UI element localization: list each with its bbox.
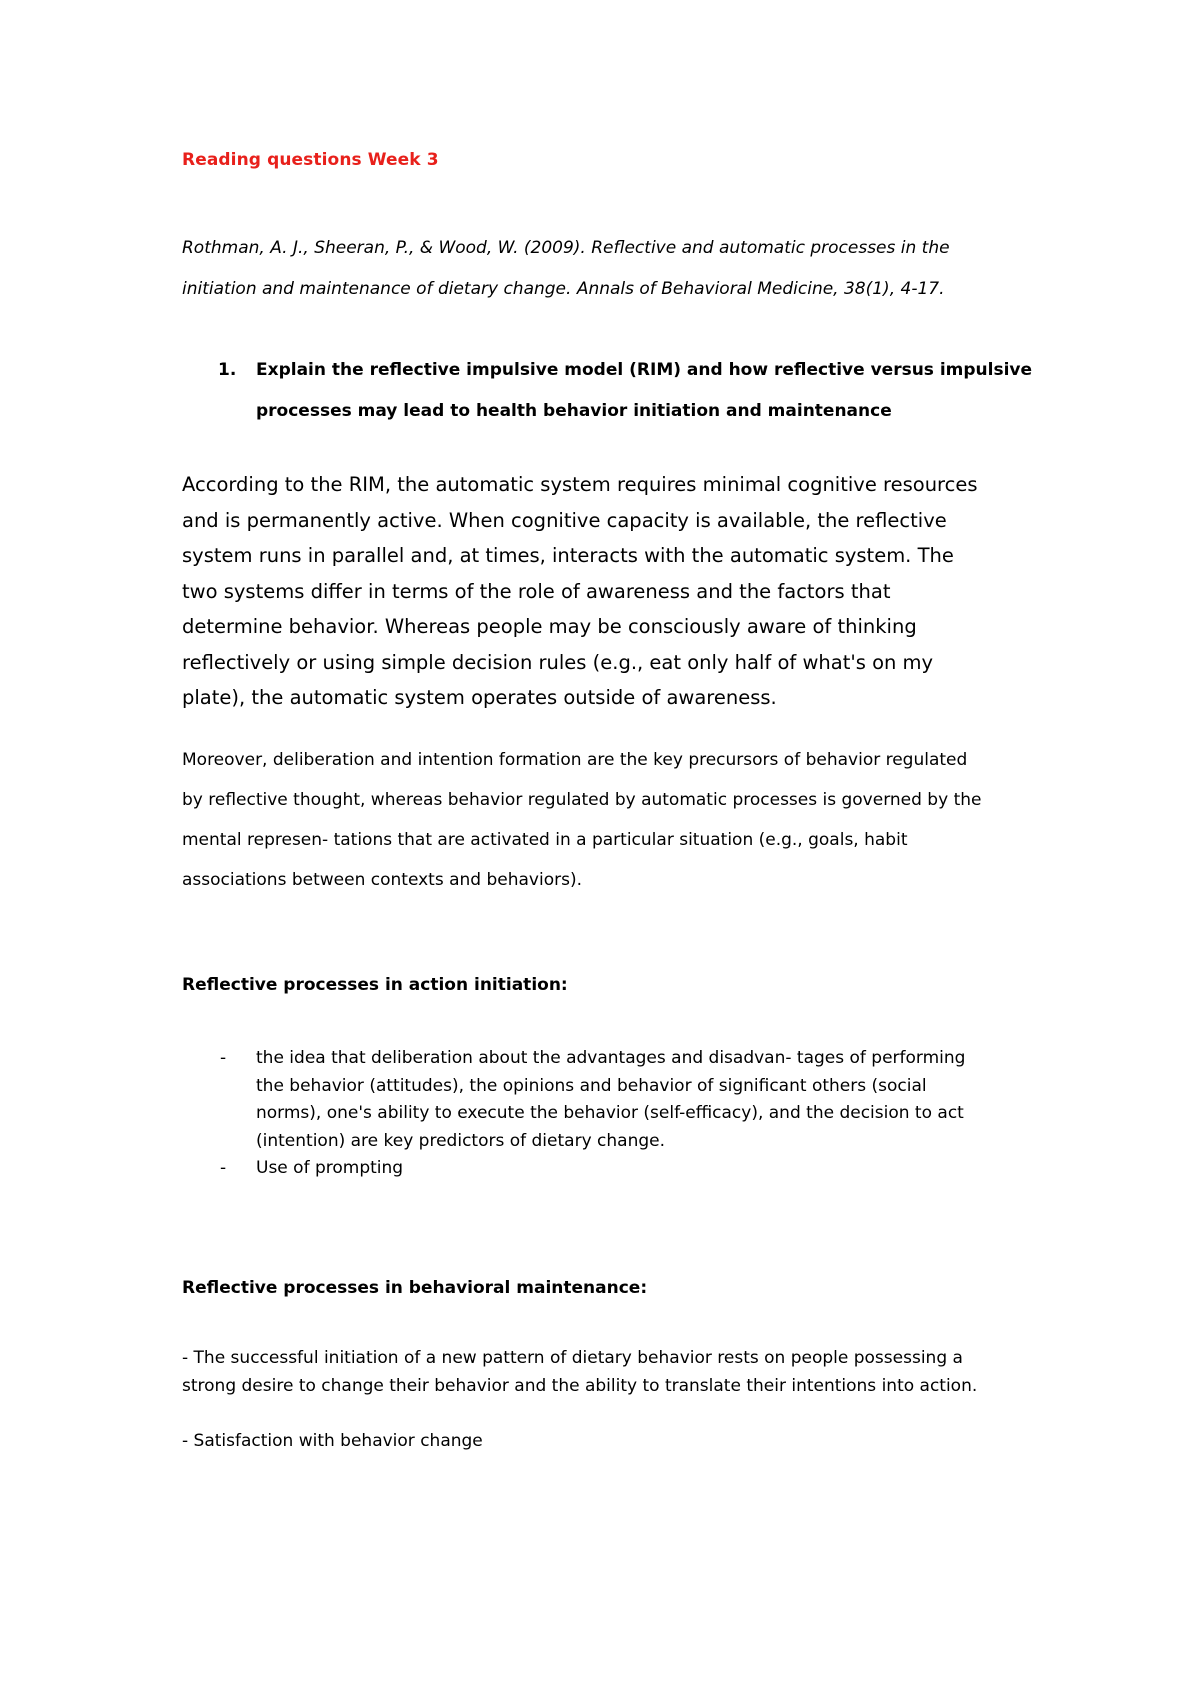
initiation-bullet-list	[218, 1045, 1038, 1183]
question-number: 1.	[218, 360, 237, 380]
bullet-dash: -	[220, 1158, 227, 1178]
maintenance-item-2	[182, 1428, 1052, 1456]
bullet-text	[256, 1155, 1038, 1183]
list-item	[218, 1045, 1038, 1155]
bullet-line: the behavior (attitudes), the opinions and behavior of significant others (social	[256, 1075, 927, 1096]
maintenance-line: strong desire to change their behavior and the ability to translate their intentions into action.	[182, 1375, 978, 1396]
question-text	[256, 350, 1033, 432]
list-item	[218, 1155, 1038, 1183]
paragraph-line: by reflective thought, whereas behavior regulated by automatic processes is governed by the	[182, 790, 982, 810]
paragraph-line: plate), the automatic system operates outside of awareness.	[182, 686, 777, 709]
bullet-dash: -	[220, 1048, 227, 1068]
paragraph-line: reflectively or using simple decision rules (e.g., eat only half of what's on my	[182, 650, 934, 674]
question-line: Explain the reflective impulsive model (RIM) and how reflective versus impulsive	[256, 360, 1033, 380]
citation	[182, 228, 1032, 310]
paragraph-line: According to the RIM, the automatic system requires minimal cognitive resources	[182, 473, 978, 496]
paragraph-line: mental represen- tations that are activated in a particular situation (e.g., goals, habit	[182, 830, 908, 850]
citation-line: initiation and maintenance of dietary change. Annals of Behavioral Medicine, 38(1), 4-17.	[182, 279, 945, 299]
heading-action-initiation: Reflective processes in action initiation:	[182, 975, 568, 995]
maintenance-line: - The successful initiation of a new pattern of dietary behavior rests on people possessing a	[182, 1348, 963, 1368]
document-title: Reading questions Week 3	[182, 150, 439, 170]
paragraph-line: and is permanently active. When cognitive capacity is available, the reflective	[182, 508, 947, 532]
citation-line: Rothman, A. J., Sheeran, P., & Wood, W. (2009). Reflective and automatic processes in the	[182, 238, 950, 258]
question-1	[218, 350, 1033, 432]
bullet-line: norms), one's ability to execute the behavior (self-efficacy), and the decision to act	[256, 1103, 964, 1123]
paragraph-line: determine behavior. Whereas people may be consciously aware of thinking	[182, 615, 917, 638]
paragraph-line: associations between contexts and behaviors).	[182, 870, 582, 890]
maintenance-item-1	[182, 1345, 1052, 1400]
bullet-line: the idea that deliberation about the advantages and disadvan- tages of performing	[256, 1048, 966, 1068]
paragraph-line: system runs in parallel and, at times, interacts with the automatic system. The	[182, 544, 954, 567]
answer-paragraph-1	[182, 467, 1042, 716]
answer-paragraph-2	[182, 740, 1052, 900]
bullet-line: (intention) are key predictors of dietary change.	[256, 1130, 665, 1151]
bullet-text	[256, 1045, 1038, 1155]
heading-behavioral-maintenance: Reflective processes in behavioral maintenance:	[182, 1278, 648, 1298]
paragraph-line: Moreover, deliberation and intention formation are the key precursors of behavior regulated	[182, 750, 968, 770]
bullet-line: Use of prompting	[256, 1158, 404, 1178]
maintenance-line: - Satisfaction with behavior change	[182, 1431, 483, 1451]
paragraph-line: two systems differ in terms of the role of awareness and the factors that	[182, 579, 891, 603]
question-line: processes may lead to health behavior initiation and maintenance	[256, 401, 892, 421]
